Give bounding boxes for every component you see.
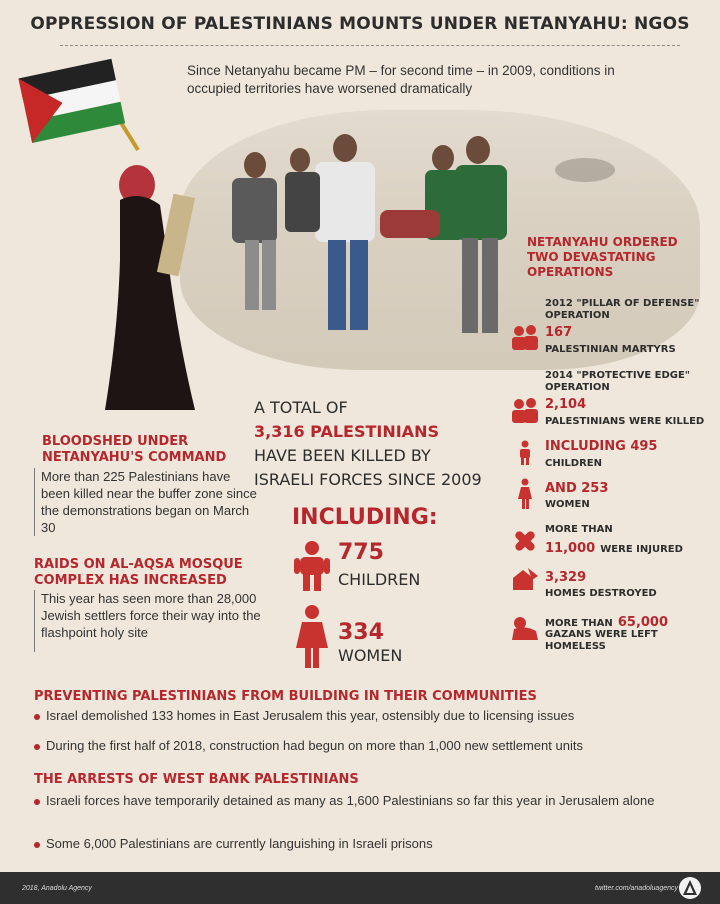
destroyed-home-icon bbox=[510, 566, 540, 592]
arrests-bullet-2-text: Some 6,000 Palestinians are currently languishing in Israeli prisons bbox=[46, 836, 433, 851]
operations-heading-line1: NETANYAHU ORDERED bbox=[527, 235, 678, 249]
homeless-label bbox=[545, 629, 658, 653]
homeless-prefix: MORE THAN bbox=[545, 618, 613, 629]
footer-twitter-link[interactable]: twitter.com/anadoluagency bbox=[595, 885, 679, 892]
injured-number: 11,000 bbox=[545, 541, 596, 556]
bullet-dot bbox=[34, 799, 40, 805]
homes-label: HOMES DESTROYED bbox=[545, 588, 657, 599]
op2-name-line2: OPERATION bbox=[545, 382, 610, 393]
op2-name-line1: 2014 "PROTECTIVE EDGE" bbox=[545, 370, 691, 381]
total-line2: 3,316 PALESTINIANS bbox=[254, 422, 439, 441]
including-label: INCLUDING: bbox=[292, 505, 438, 530]
bandage-icon bbox=[512, 528, 538, 554]
bloodshed-heading bbox=[42, 434, 226, 466]
operations-heading-line2: TWO DEVASTATING bbox=[527, 250, 656, 264]
building-bullet-2-text: During the first half of 2018, construction had begun on more than 1,000 new settlement units bbox=[46, 738, 583, 753]
raids-text: This year has seen more than 28,000 Jewish settlers force their way into the flashpoint holy site bbox=[34, 590, 263, 652]
total-women-number: 334 bbox=[338, 620, 384, 645]
arrests-heading: THE ARRESTS OF WEST BANK PALESTINIANS bbox=[34, 772, 359, 787]
homeless-number: 65,000 bbox=[617, 615, 669, 630]
people-icon bbox=[510, 398, 540, 424]
homeless-label-line1: GAZANS WERE LEFT bbox=[545, 629, 658, 640]
bloodshed-heading-line1: BLOODSHED UNDER bbox=[42, 434, 189, 449]
total-line3: HAVE BEEN KILLED BY bbox=[254, 446, 431, 465]
op1-label: PALESTINIAN MARTYRS bbox=[545, 344, 676, 355]
injured-label: WERE INJURED bbox=[600, 544, 683, 555]
raids-heading-line2: COMPLEX HAS INCREASED bbox=[34, 573, 227, 588]
bullet-dot bbox=[34, 744, 40, 750]
bullet-dot bbox=[34, 842, 40, 848]
op-women-number: AND 253 bbox=[545, 481, 609, 496]
agency-logo-icon bbox=[678, 876, 702, 900]
op1-number: 167 bbox=[545, 325, 573, 340]
total-women-label: WOMEN bbox=[338, 646, 403, 665]
op1-name-line2: OPERATION bbox=[545, 310, 610, 321]
woman-icon bbox=[294, 604, 330, 668]
woman-icon bbox=[517, 478, 533, 510]
total-children-label: CHILDREN bbox=[338, 570, 421, 589]
homeless-line bbox=[545, 611, 668, 630]
bloodshed-text: More than 225 Palestinians have been killed near the buffer zone since the demonstrations began on March 30 bbox=[34, 468, 259, 536]
total-line4: ISRAELI FORCES SINCE 2009 bbox=[254, 470, 482, 489]
raids-heading bbox=[34, 557, 243, 589]
building-heading: PREVENTING PALESTINIANS FROM BUILDING IN THEIR COMMUNITIES bbox=[34, 689, 537, 704]
bloodshed-heading-line2: NETANYAHU'S COMMAND bbox=[42, 450, 227, 465]
arrests-bullet-2 bbox=[34, 835, 694, 852]
injured-prefix: MORE THAN bbox=[545, 524, 613, 535]
child-icon bbox=[517, 440, 533, 466]
arrests-bullet-1 bbox=[34, 792, 704, 809]
injured-line bbox=[545, 537, 683, 556]
op2-number: 2,104 bbox=[545, 397, 587, 412]
subtitle: Since Netanyahu became PM – for second time – in 2009, conditions in occupied territories have worsened dramatically bbox=[187, 63, 615, 96]
people-icon bbox=[510, 325, 540, 351]
building-bullet-1 bbox=[34, 707, 694, 724]
op2-label: PALESTINIANS WERE KILLED bbox=[545, 416, 705, 427]
operations-heading-line3: OPERATIONS bbox=[527, 265, 614, 279]
op-children-number: INCLUDING 495 bbox=[545, 439, 658, 454]
footer-copyright: 2018, Anadolu Agency bbox=[22, 885, 92, 892]
homeless-icon bbox=[510, 615, 540, 641]
total-line1: A TOTAL OF bbox=[254, 398, 348, 417]
op-children-label: CHILDREN bbox=[545, 458, 603, 469]
building-bullet-1-text: Israel demolished 133 homes in East Jerusalem this year, ostensibly due to licensing issues bbox=[46, 708, 575, 723]
raids-heading-line1: RAIDS ON AL-AQSA MOSQUE bbox=[34, 557, 243, 572]
child-icon bbox=[292, 540, 332, 592]
op1-name bbox=[545, 298, 699, 322]
page-title: OPPRESSION OF PALESTINIANS MOUNTS UNDER NETANYAHU: NGOS bbox=[30, 14, 690, 34]
homes-number: 3,329 bbox=[545, 570, 587, 585]
building-bullet-2 bbox=[34, 737, 704, 754]
homeless-label-line2: HOMELESS bbox=[545, 641, 606, 652]
bullet-dot bbox=[34, 714, 40, 720]
total-children-number: 775 bbox=[338, 540, 384, 565]
arrests-bullet-1-text: Israeli forces have temporarily detained as many as 1,600 Palestinians so far this year in Jerusalem alone bbox=[46, 793, 655, 808]
op1-name-line1: 2012 "PILLAR OF DEFENSE" bbox=[545, 298, 700, 309]
op2-name bbox=[545, 370, 690, 394]
total-block bbox=[254, 396, 499, 492]
op-women-label: WOMEN bbox=[545, 499, 590, 510]
operations-heading bbox=[527, 235, 678, 280]
